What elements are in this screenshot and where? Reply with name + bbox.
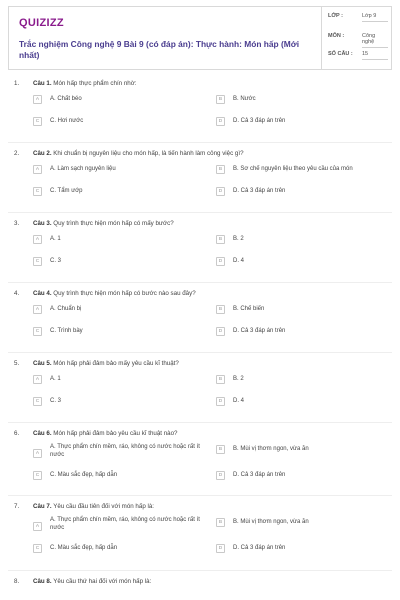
meta-panel <box>321 7 393 69</box>
question-divider <box>8 422 392 423</box>
option-checkbox[interactable]: A <box>33 522 42 531</box>
option-text: C. 3 <box>50 398 62 404</box>
option-checkbox[interactable]: C <box>33 327 42 336</box>
option-checkbox[interactable]: D <box>216 327 225 336</box>
meta-value: Lớp 9 <box>362 13 388 22</box>
worksheet-header <box>8 6 392 70</box>
question-prompt: Quy trình thực hiện món hấp có mấy bước? <box>53 220 174 227</box>
option-text: B. Chế biến <box>233 306 265 312</box>
question-label: Câu 1. <box>33 80 54 87</box>
option-checkbox[interactable]: C <box>33 471 42 480</box>
meta-row-count <box>322 47 393 67</box>
question-number: 4. <box>14 290 20 297</box>
question-text <box>33 220 383 227</box>
option-text: C. Hơi nước <box>50 118 84 124</box>
option-checkbox[interactable]: B <box>216 95 225 104</box>
option-checkbox[interactable]: D <box>216 257 225 266</box>
option-checkbox[interactable]: D <box>216 397 225 406</box>
question-divider <box>8 282 392 283</box>
option-checkbox[interactable]: C <box>33 397 42 406</box>
option-checkbox[interactable]: A <box>33 95 42 104</box>
question-label: Câu 7. <box>33 503 54 510</box>
question-prompt: Khi chuẩn bị nguyên liệu cho món hấp, là tiến hành làm công việc gì? <box>53 150 244 157</box>
option-text: A. 1 <box>50 376 61 382</box>
option-checkbox[interactable]: D <box>216 187 225 196</box>
question-number: 8. <box>14 578 20 585</box>
option-text: C. Màu sắc đẹp, hấp dẫn <box>50 472 118 478</box>
option-checkbox[interactable]: C <box>33 544 42 553</box>
meta-label: LỚP : <box>328 13 343 19</box>
option-text: B. 2 <box>233 376 244 382</box>
question-prompt: Món hấp phải đảm bảo yêu cầu kĩ thuật nào? <box>53 430 178 437</box>
option-text: D. 4 <box>233 258 245 264</box>
option-checkbox[interactable]: B <box>216 305 225 314</box>
option-text: B. Sơ chế nguyên liệu theo yêu cầu của món <box>233 166 353 172</box>
question-text <box>33 150 383 157</box>
question-prompt: Yêu cầu đầu tiên đối với món hấp là: <box>53 503 155 510</box>
option-text: D. Cả 3 đáp án trên <box>233 188 286 194</box>
option-checkbox[interactable]: D <box>216 471 225 480</box>
quizizz-logo: QUIZIZZ <box>19 17 64 29</box>
meta-value: Công nghệ <box>362 33 388 48</box>
question-divider <box>8 495 392 496</box>
option-text: D. Cả 3 đáp án trên <box>233 118 286 124</box>
option-text: D. Cả 3 đáp án trên <box>233 545 286 551</box>
question-label: Câu 5. <box>33 360 54 367</box>
question-text <box>33 80 383 87</box>
option-checkbox[interactable]: A <box>33 449 42 458</box>
question-number: 1. <box>14 80 20 87</box>
question-number: 7. <box>14 503 20 510</box>
question-divider <box>8 142 392 143</box>
question-divider <box>8 212 392 213</box>
option-text: C. Màu sắc đẹp, hấp dẫn <box>50 545 118 551</box>
question-number: 3. <box>14 220 20 227</box>
question-number: 6. <box>14 430 20 437</box>
question-label: Câu 3. <box>33 220 54 227</box>
question-text <box>33 290 383 297</box>
option-text: B. Nước <box>233 96 256 102</box>
option-checkbox[interactable]: B <box>216 165 225 174</box>
option-text: D. Cả 3 đáp án trên <box>233 328 286 334</box>
option-text: B. Mùi vị thơm ngon, vừa ăn <box>233 446 309 452</box>
question-divider <box>8 352 392 353</box>
question-prompt: Quy trình thực hiện món hấp có bước nào sau đây? <box>53 290 196 297</box>
meta-row-class <box>322 9 393 29</box>
option-text: A. Chuẩn bị <box>50 306 82 312</box>
option-checkbox[interactable]: A <box>33 305 42 314</box>
option-text: B. 2 <box>233 236 244 242</box>
option-checkbox[interactable]: B <box>216 445 225 454</box>
meta-label: MÔN : <box>328 33 345 39</box>
question-prompt: Yêu cầu thứ hai đối với món hấp là: <box>53 578 152 585</box>
option-text: A. 1 <box>50 236 61 242</box>
question-number: 5. <box>14 360 20 367</box>
question-divider <box>8 570 392 571</box>
option-text: A. Thực phẩm chín mềm, ráo, không có nước hoặc rất ít nước <box>50 517 200 531</box>
question-text <box>33 430 383 437</box>
option-checkbox[interactable]: C <box>33 117 42 126</box>
option-text: A. Thực phẩm chín mềm, ráo, không có nước hoặc rất ít nước <box>50 444 200 458</box>
option-text: C. Tẩm ướp <box>50 188 83 194</box>
question-prompt: Món hấp phải đảm bảo mấy yêu cầu kĩ thuật? <box>53 360 179 367</box>
option-checkbox[interactable]: C <box>33 187 42 196</box>
question-label: Câu 8. <box>33 578 54 585</box>
question-prompt: Món hấp thực phẩm chín nhờ: <box>53 80 137 87</box>
worksheet-title: Trắc nghiệm Công nghệ 9 Bài 9 (có đáp án): Thực hành: Món hấp (Mới nhất) <box>19 39 300 60</box>
option-checkbox[interactable]: B <box>216 518 225 527</box>
option-checkbox[interactable]: A <box>33 165 42 174</box>
option-checkbox[interactable]: A <box>33 375 42 384</box>
option-checkbox[interactable]: D <box>216 117 225 126</box>
question-label: Câu 6. <box>33 430 54 437</box>
option-checkbox[interactable]: A <box>33 235 42 244</box>
question-label: Câu 2. <box>33 150 54 157</box>
option-checkbox[interactable]: D <box>216 544 225 553</box>
option-text: A. Làm sạch nguyên liệu <box>50 166 116 172</box>
question-label: Câu 4. <box>33 290 54 297</box>
option-text: D. Cả 3 đáp án trên <box>233 472 286 478</box>
question-number: 2. <box>14 150 20 157</box>
question-text <box>33 503 383 510</box>
option-text: D. 4 <box>233 398 245 404</box>
meta-row-subject <box>322 29 393 49</box>
option-text: B. Mùi vị thơm ngon, vừa ăn <box>233 519 309 525</box>
option-text: A. Chất béo <box>50 96 82 102</box>
option-checkbox[interactable]: B <box>216 235 225 244</box>
option-checkbox[interactable]: C <box>33 257 42 266</box>
meta-label: SỐ CÂU : <box>328 51 353 57</box>
meta-value: 15 <box>362 51 388 60</box>
option-text: C. Trình bày <box>50 328 83 334</box>
question-text <box>33 360 383 367</box>
option-text: C. 3 <box>50 258 62 264</box>
question-text <box>33 578 383 585</box>
option-checkbox[interactable]: B <box>216 375 225 384</box>
